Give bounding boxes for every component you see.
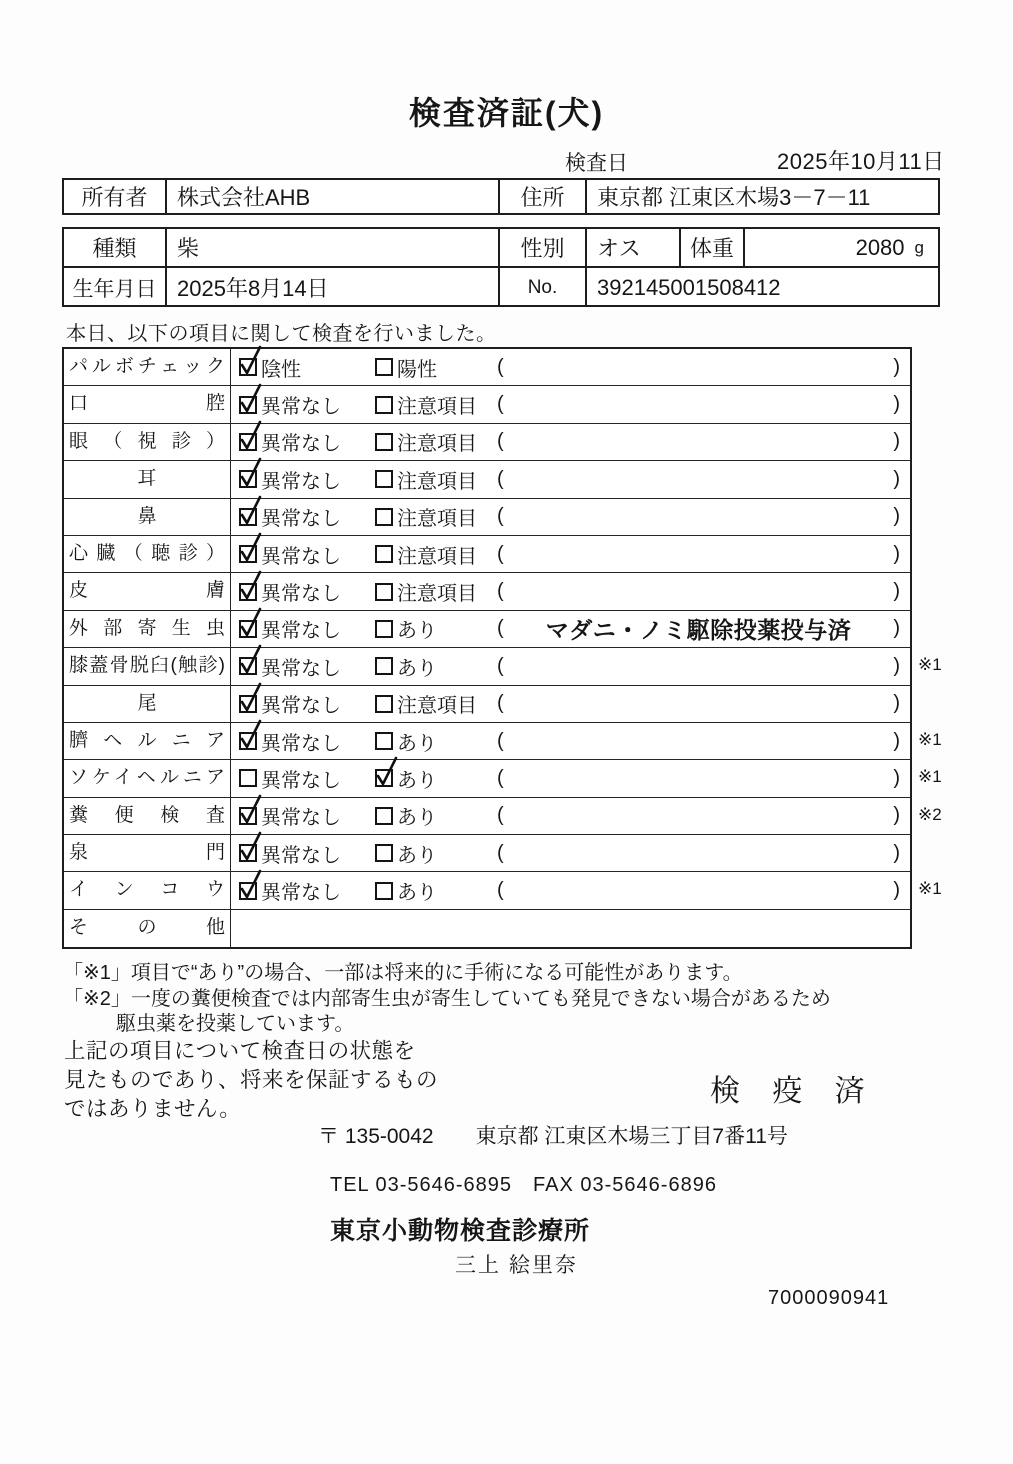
option-label: 異常なし [261, 769, 341, 792]
remarks-field [497, 804, 910, 827]
breed-label: 種類 [64, 229, 167, 266]
remarks-field [497, 580, 910, 603]
checklist-row-label: ソケイヘルニア [64, 760, 231, 796]
option-label: 異常なし [261, 583, 341, 606]
checklist-row-label: 泉門 [64, 835, 231, 871]
weight-label: 体重 [681, 229, 745, 266]
checklist-row-label: 外部寄生虫 [64, 611, 231, 647]
checklist-row-label: 眼（視診） [64, 424, 231, 460]
animal-table [62, 227, 940, 307]
option-2 [375, 764, 497, 793]
checkbox-unchecked-icon [375, 807, 393, 825]
address-value: 東京都 江東区木場3－7－11 [597, 185, 871, 210]
checkbox-unchecked-icon [375, 508, 393, 526]
owner-value: 株式会社AHB [167, 180, 500, 213]
checkmark-icon [238, 794, 264, 826]
checkmark-icon [374, 756, 400, 788]
option-label: 注意項目 [397, 695, 477, 718]
option-2 [375, 465, 497, 494]
option-2 [375, 876, 497, 905]
checklist-row [64, 386, 910, 423]
checkbox-checked-icon [239, 433, 257, 451]
checkbox-unchecked-icon [375, 657, 393, 675]
option-label: 注意項目 [397, 508, 477, 531]
checkbox-checked-icon [239, 695, 257, 713]
checkbox-checked-icon [239, 470, 257, 488]
checklist-row [64, 835, 910, 872]
checkbox-unchecked-icon [375, 882, 393, 900]
checkbox-checked-icon [239, 844, 257, 862]
sex-label: 性別 [500, 229, 587, 266]
number-label: No. [500, 268, 587, 307]
paren-close: ) [893, 692, 900, 715]
clinic-postal-code: 〒 135-0042 [318, 1125, 434, 1148]
option-2 [375, 577, 497, 606]
option-2 [375, 614, 497, 643]
disclaimer-line-2: 見たものであり、将来を保証するもの [64, 1068, 439, 1092]
checklist-row-label: 臍ヘルニア [64, 723, 231, 759]
option-1 [231, 353, 375, 382]
option-label: 異常なし [261, 807, 341, 830]
checkbox-checked-icon [239, 396, 257, 414]
paren-open: ( [497, 729, 504, 752]
paren-open: ( [497, 841, 504, 864]
checkbox-checked-icon [239, 620, 257, 638]
quarantine-stamp: 検 疫 済 [710, 1075, 877, 1108]
paren-close: ) [893, 879, 900, 902]
checkbox-checked-icon [239, 583, 257, 601]
paren-open: ( [497, 617, 504, 640]
option-2 [375, 353, 497, 382]
paren-open: ( [497, 505, 504, 528]
paren-open: ( [497, 766, 504, 789]
option-label: あり [397, 844, 437, 867]
option-1 [231, 427, 375, 456]
paren-close: ) [893, 505, 900, 528]
paren-open: ( [497, 580, 504, 603]
checklist-row-label: 鼻 [64, 499, 231, 535]
checkmark-icon [238, 420, 264, 452]
row-reference-mark: ※1 [918, 729, 942, 749]
paren-close: ) [893, 654, 900, 677]
option-label: 注意項目 [397, 545, 477, 568]
checkbox-unchecked-icon [239, 769, 257, 787]
paren-close: ) [893, 355, 900, 378]
option-label: あり [397, 769, 437, 792]
checkbox-unchecked-icon [375, 583, 393, 601]
option-label: あり [397, 732, 437, 755]
row-reference-mark: ※1 [918, 879, 942, 899]
checkmark-icon [238, 644, 264, 676]
checklist-row [64, 424, 910, 461]
option-label: 異常なし [261, 657, 341, 680]
checkbox-unchecked-icon [375, 396, 393, 414]
option-label: 異常なし [261, 396, 341, 419]
checklist-row-label: 口腔 [64, 386, 231, 422]
clinic-name: 東京小動物検査診療所 [330, 1217, 591, 1245]
paren-open: ( [497, 355, 504, 378]
checklist-row [64, 723, 942, 760]
checklist-row-label: 皮膚 [64, 573, 231, 609]
checklist-row [64, 461, 910, 498]
option-1 [231, 577, 375, 606]
checklist-row [64, 573, 910, 610]
address-label: 住所 [500, 180, 587, 213]
checkbox-checked-icon [239, 732, 257, 750]
option-2 [375, 540, 497, 569]
option-1 [231, 689, 375, 718]
disclaimer-paragraph [64, 1037, 438, 1124]
option-1 [231, 876, 375, 905]
remarks-field [497, 543, 910, 566]
paren-close: ) [893, 580, 900, 603]
disclaimer-line-1: 上記の項目について検査日の状態を [64, 1039, 416, 1063]
checkbox-unchecked-icon [375, 620, 393, 638]
checkbox-checked-icon [239, 882, 257, 900]
paren-open: ( [497, 542, 504, 565]
paren-open: ( [497, 879, 504, 902]
option-2 [375, 390, 497, 419]
checkmark-icon [238, 682, 264, 714]
inspection-date-value: 2025年10月11日 [777, 149, 945, 174]
breed-value: 柴 [167, 229, 500, 266]
checkbox-unchecked-icon [375, 358, 393, 376]
owner-table [62, 178, 940, 215]
weight-unit: g [914, 237, 924, 257]
checkbox-checked-icon [239, 657, 257, 675]
option-label: 異常なし [261, 620, 341, 643]
option-label: 注意項目 [397, 396, 477, 419]
option-label: 陽性 [397, 358, 437, 381]
remarks-field [497, 393, 910, 416]
birthdate-value: 2025年8月14日 [167, 268, 500, 307]
option-2 [375, 801, 497, 830]
option-label: 異常なし [261, 470, 341, 493]
option-2 [375, 502, 497, 531]
row-reference-mark: ※1 [918, 767, 942, 787]
checkbox-checked-icon [239, 508, 257, 526]
checkmark-icon [238, 532, 264, 564]
checklist-row-label: 膝蓋骨脱臼(触診) [64, 648, 231, 684]
checklist-row-label: 心臓（聴診） [64, 536, 231, 572]
option-label: 異常なし [261, 545, 341, 568]
animal-table-row-1 [64, 229, 938, 268]
checklist-row-label: 糞便検査 [64, 798, 231, 834]
remarks-field [497, 767, 910, 790]
paren-close: ) [893, 841, 900, 864]
checklist-row-label: その他 [64, 910, 231, 947]
footnote-2: 「※2」一度の糞便検査では内部寄生虫が寄生していても発見できない場合があるため [63, 988, 831, 1010]
remarks-field [497, 505, 910, 528]
option-label: 注意項目 [397, 470, 477, 493]
paren-open: ( [497, 804, 504, 827]
checkmark-icon [238, 719, 264, 751]
option-2 [375, 839, 497, 868]
remarks-field [497, 356, 910, 379]
checkbox-unchecked-icon [375, 545, 393, 563]
option-label: 注意項目 [397, 583, 477, 606]
remarks-field [497, 468, 910, 491]
option-label: 異常なし [261, 732, 341, 755]
option-label: 異常なし [261, 844, 341, 867]
paren-open: ( [497, 692, 504, 715]
footnote-2-continued: 駆虫薬を投薬しています。 [116, 1013, 355, 1035]
checklist-row [64, 686, 910, 723]
checkbox-unchecked-icon [375, 732, 393, 750]
checkmark-icon [238, 869, 264, 901]
option-label: 異常なし [261, 433, 341, 456]
remarks-text: マダニ・ノミ駆除投薬投与済 [545, 617, 852, 644]
checkbox-unchecked-icon [375, 844, 393, 862]
checkmark-icon [238, 457, 264, 489]
checklist-row-label: 尾 [64, 686, 231, 722]
remarks-field [497, 612, 910, 645]
checklist-row-label: インコウ [64, 872, 231, 908]
checklist-table [62, 347, 942, 949]
checkmark-icon [238, 345, 264, 377]
checklist-row [64, 798, 942, 835]
checkbox-unchecked-icon [375, 433, 393, 451]
weight-value-cell [745, 229, 938, 266]
paren-open: ( [497, 430, 504, 453]
paren-close: ) [893, 542, 900, 565]
remarks-field [497, 879, 910, 902]
animal-table-row-2 [64, 268, 938, 307]
checkmark-icon [238, 383, 264, 415]
sex-value: オス [587, 229, 681, 266]
checklist-row [64, 648, 942, 685]
intro-text: 本日、以下の項目に関して検査を行いました。 [66, 323, 497, 345]
option-label: あり [397, 620, 437, 643]
option-2 [375, 689, 497, 718]
option-1 [231, 727, 375, 756]
option-2 [375, 727, 497, 756]
paren-open: ( [497, 393, 504, 416]
remarks-field [497, 430, 910, 453]
checklist-row [64, 760, 942, 797]
checkbox-unchecked-icon [375, 695, 393, 713]
option-label: あり [397, 657, 437, 680]
paren-close: ) [893, 617, 900, 640]
option-label: 異常なし [261, 508, 341, 531]
checklist-row [64, 910, 910, 947]
clinic-tel-fax: TEL 03-5646-6895 FAX 03-5646-6896 [330, 1174, 717, 1196]
option-label: 注意項目 [397, 433, 477, 456]
option-1 [231, 390, 375, 419]
checkbox-checked-icon [239, 545, 257, 563]
disclaimer-line-3: ではありません。 [64, 1097, 242, 1121]
weight-value: 2080 [855, 234, 905, 260]
remarks-field [497, 842, 910, 865]
paren-close: ) [893, 729, 900, 752]
option-1 [231, 801, 375, 830]
option-2 [375, 427, 497, 456]
checkbox-checked-icon [375, 769, 393, 787]
remarks-field [497, 655, 910, 678]
checklist-row [64, 611, 910, 648]
checklist-row [64, 536, 910, 573]
checkbox-checked-icon [239, 807, 257, 825]
inspection-date-label: 検査日 [565, 152, 628, 175]
document-title: 検査済証(犬) [408, 95, 605, 131]
clinic-address: 東京都 江東区木場三丁目7番11号 [475, 1125, 788, 1148]
checkmark-icon [238, 570, 264, 602]
checklist-row-label: 耳 [64, 461, 231, 497]
remarks-field [497, 692, 910, 715]
checklist-row [64, 872, 942, 909]
document-code: 7000090941 [768, 1287, 890, 1309]
option-1 [231, 465, 375, 494]
option-1 [231, 540, 375, 569]
checklist-row [64, 349, 910, 386]
paren-close: ) [893, 766, 900, 789]
paren-close: ) [893, 804, 900, 827]
option-1 [231, 502, 375, 531]
birthdate-label: 生年月日 [64, 268, 167, 307]
paren-close: ) [893, 393, 900, 416]
number-value: 392145001508412 [597, 274, 781, 300]
owner-label: 所有者 [64, 180, 167, 213]
option-label: あり [397, 807, 437, 830]
paren-open: ( [497, 467, 504, 490]
paren-close: ) [893, 467, 900, 490]
row-reference-mark: ※2 [918, 804, 942, 824]
option-label: あり [397, 882, 437, 905]
checkbox-unchecked-icon [375, 470, 393, 488]
checklist-row [64, 499, 910, 536]
paren-open: ( [497, 654, 504, 677]
checkmark-icon [238, 831, 264, 863]
examiner-name: 三上 絵里奈 [455, 1254, 578, 1277]
option-1 [231, 839, 375, 868]
checkmark-icon [238, 607, 264, 639]
checklist-row-label: パルボチェック [64, 349, 231, 385]
option-2 [375, 652, 497, 681]
option-1 [231, 764, 375, 793]
row-reference-mark: ※1 [918, 655, 942, 675]
clinic-postal-line [318, 1120, 788, 1150]
option-label: 異常なし [261, 695, 341, 718]
option-label: 陰性 [261, 358, 301, 381]
checkbox-checked-icon [239, 358, 257, 376]
remarks-field [497, 730, 910, 753]
option-1 [231, 614, 375, 643]
option-label: 異常なし [261, 882, 341, 905]
footnote-1: 「※1」項目で“あり”の場合、一部は将来的に手術になる可能性があります。 [63, 962, 743, 984]
option-1 [231, 652, 375, 681]
paren-close: ) [893, 430, 900, 453]
checkmark-icon [238, 495, 264, 527]
